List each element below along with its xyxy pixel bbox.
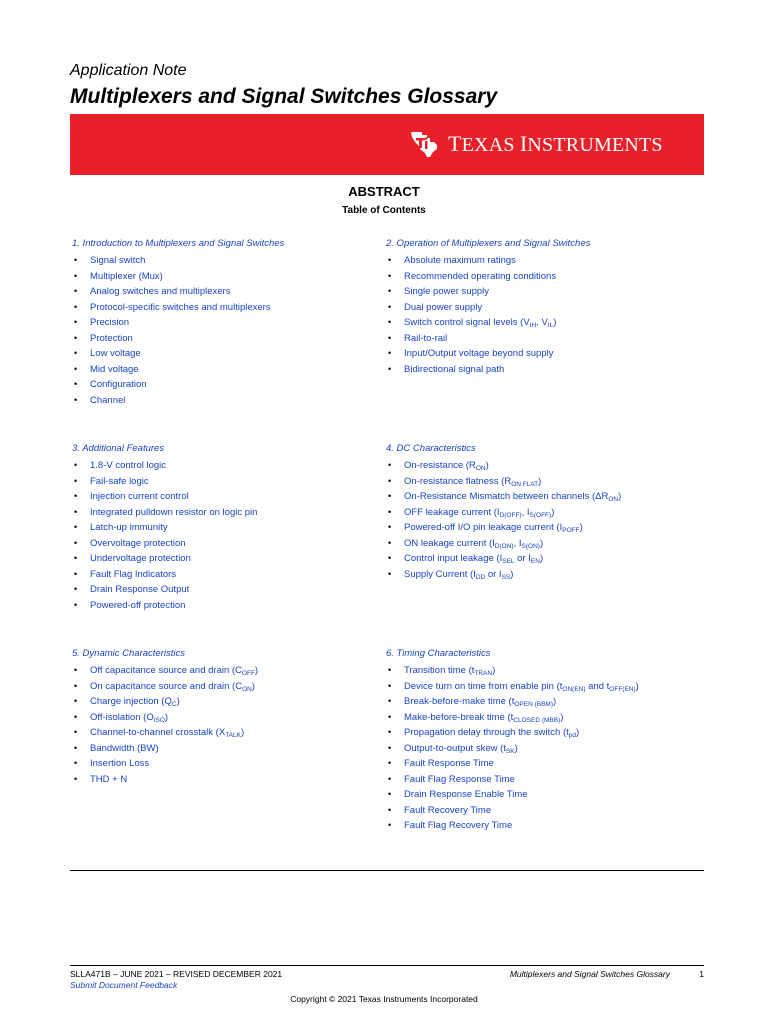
- toc-item[interactable]: [72, 756, 392, 772]
- bullet-icon: •: [388, 491, 392, 501]
- submit-feedback-link[interactable]: Submit Document Feedback: [70, 980, 178, 990]
- toc-item[interactable]: [72, 474, 392, 490]
- toc-item[interactable]: [72, 582, 392, 598]
- texas-instruments-logo-icon: [408, 128, 440, 160]
- bullet-icon: •: [388, 789, 392, 799]
- toc-item-label: Multiplexer (Mux): [90, 270, 163, 282]
- toc-item[interactable]: [386, 536, 706, 552]
- bullet-icon: •: [74, 332, 78, 343]
- toc-item[interactable]: [386, 567, 706, 583]
- bullet-icon: •: [74, 665, 78, 675]
- toc-section-2: [386, 237, 706, 377]
- bullet-icon: •: [74, 727, 78, 737]
- bullet-icon: •: [388, 255, 392, 265]
- toc-section-heading[interactable]: 2. Operation of Multiplexers and Signal Switches: [386, 238, 591, 249]
- bullet-icon: •: [388, 332, 392, 343]
- toc-item[interactable]: [386, 253, 706, 269]
- toc-item[interactable]: [72, 725, 392, 741]
- toc-list: [386, 253, 706, 377]
- toc-item[interactable]: [72, 598, 392, 614]
- bullet-icon: •: [388, 773, 392, 784]
- document-type: Application Note: [70, 62, 187, 79]
- toc-item-subscript: SK: [505, 747, 515, 755]
- footer-title: Multiplexers and Signal Switches Glossary: [509, 969, 670, 979]
- toc-item-subscript: OPEN (BBM): [514, 701, 553, 708]
- toc-item[interactable]: [72, 772, 392, 788]
- toc-item-label: Protection: [90, 332, 133, 344]
- toc-item-label: Bandwidth (BW): [90, 742, 159, 754]
- toc-item-label-part: ): [251, 680, 256, 692]
- toc-item-label-part: and t: [585, 680, 610, 692]
- toc-item[interactable]: [72, 505, 392, 521]
- toc-item[interactable]: [72, 458, 392, 474]
- toc-item-label: Rail-to-rail: [404, 332, 448, 344]
- toc-item[interactable]: [72, 663, 392, 679]
- toc-item-label-part: ): [579, 522, 583, 533]
- toc-item-label: Precision: [90, 317, 130, 328]
- toc-item-subscript: IL: [547, 322, 554, 329]
- toc-item[interactable]: [72, 393, 392, 409]
- toc-item-label: OFF leakage current (I: [404, 506, 500, 518]
- toc-item-label-part: ): [560, 711, 564, 723]
- bullet-icon: •: [388, 537, 392, 548]
- toc-item-label: Control input leakage (I: [404, 553, 503, 564]
- bullet-icon: •: [74, 270, 78, 281]
- toc-item[interactable]: [386, 679, 706, 695]
- toc-section-3: [72, 442, 392, 613]
- toc-item-label: Supply Current (I: [404, 568, 476, 580]
- toc-item[interactable]: [72, 284, 392, 300]
- toc-item-label: Fail-safe logic: [90, 475, 149, 487]
- toc-list: [72, 663, 392, 787]
- toc-item[interactable]: [72, 331, 392, 347]
- toc-item-subscript: SEL: [502, 558, 515, 565]
- bullet-icon: •: [388, 475, 392, 486]
- toc-item[interactable]: [386, 787, 706, 803]
- toc-item-subscript: TRAN: [474, 670, 493, 677]
- toc-item[interactable]: [386, 520, 706, 536]
- toc-item-label: Powered-off I/O pin leakage current (I: [404, 522, 563, 533]
- bullet-icon: •: [388, 568, 392, 579]
- abstract-heading: ABSTRACT: [348, 184, 420, 199]
- bullet-icon: •: [388, 301, 392, 312]
- bullet-icon: •: [74, 553, 78, 563]
- toc-item-label-part: ): [492, 665, 496, 676]
- toc-item[interactable]: [72, 551, 392, 567]
- toc-item[interactable]: [72, 346, 392, 362]
- toc-item[interactable]: [72, 362, 392, 378]
- toc-section-heading[interactable]: 1. Introduction to Multiplexers and Signal Switches: [72, 238, 285, 249]
- toc-item-subscript: S(OFF): [529, 511, 552, 519]
- toc-item[interactable]: [72, 300, 392, 316]
- bullet-icon: •: [388, 820, 392, 830]
- toc-item[interactable]: [72, 269, 392, 285]
- bullet-icon: •: [74, 348, 78, 358]
- toc-item-label-part: , I: [513, 537, 522, 549]
- bullet-icon: •: [388, 804, 392, 815]
- bullet-icon: •: [74, 711, 78, 722]
- toc-item-label: Make-before-break time (t: [404, 711, 514, 723]
- bullet-icon: •: [388, 363, 392, 374]
- toc-item[interactable]: [386, 772, 706, 788]
- toc-item-label: Transition time (t: [404, 665, 475, 676]
- toc-item-label-part: ): [485, 460, 489, 471]
- toc-item[interactable]: [72, 253, 392, 269]
- toc-item-label: Overvoltage protection: [90, 537, 186, 549]
- bullet-icon: •: [388, 680, 392, 691]
- toc-item[interactable]: [386, 551, 706, 567]
- toc-item-label: Single power supply: [404, 286, 490, 297]
- bullet-icon: •: [388, 317, 392, 327]
- bullet-icon: •: [74, 696, 78, 706]
- toc-item-subscript: ON FLAT: [511, 480, 539, 488]
- bullet-icon: •: [74, 460, 78, 470]
- toc-item-label: Break-before-make time (t: [404, 696, 515, 707]
- toc-item-label: Off-isolation (O: [90, 711, 154, 723]
- toc-section-1: [72, 237, 392, 408]
- toc-section-heading[interactable]: 6. Timing Characteristics: [386, 648, 491, 659]
- bullet-icon: •: [388, 286, 392, 296]
- toc-list: [72, 458, 392, 613]
- bullet-icon: •: [388, 696, 392, 706]
- toc-item[interactable]: [72, 520, 392, 536]
- bullet-icon: •: [388, 270, 392, 281]
- toc-item-label-part: ): [539, 553, 544, 564]
- toc-item-label-part: ): [254, 665, 259, 676]
- bullet-icon: •: [74, 394, 78, 405]
- toc-list: [386, 458, 706, 582]
- toc-item[interactable]: [386, 725, 706, 741]
- toc-item-subscript: DD: [475, 573, 486, 581]
- toc-item-label-part: ): [551, 506, 555, 518]
- document-title: Multiplexers and Signal Switches Glossary: [70, 85, 498, 108]
- toc-item-label-part: ): [576, 727, 580, 738]
- toc-item-label: Drain Response Output: [90, 584, 190, 595]
- toc-item-subscript: ON: [608, 496, 619, 503]
- bullet-icon: •: [74, 475, 78, 486]
- toc-item-label-part: , I: [521, 506, 530, 518]
- toc-item[interactable]: [72, 741, 392, 757]
- toc-item[interactable]: [72, 679, 392, 695]
- toc-item-subscript: ON: [242, 685, 252, 693]
- toc-item-label: Input/Output voltage beyond supply: [404, 348, 554, 359]
- toc-item[interactable]: [386, 269, 706, 285]
- toc-item-label: Channel: [90, 394, 126, 406]
- toc-item-label: Absolute maximum ratings: [404, 255, 516, 266]
- toc-item-label: Injection current control: [90, 491, 189, 502]
- toc-item[interactable]: [386, 331, 706, 347]
- toc-item-label-part: ): [553, 317, 557, 328]
- toc-item-label: On capacitance source and drain (C: [90, 680, 243, 692]
- toc-item-label-part: ): [164, 711, 169, 723]
- toc-item-label: Device turn on time from enable pin (t: [404, 680, 563, 692]
- toc-section-6: [386, 647, 706, 834]
- bullet-icon: •: [74, 568, 78, 579]
- toc-item-label: Charge injection (Q: [90, 696, 172, 707]
- toc-item[interactable]: [386, 315, 706, 331]
- toc-section-heading[interactable]: 3. Additional Features: [72, 443, 165, 454]
- toc-item[interactable]: [386, 346, 706, 362]
- toc-item[interactable]: [386, 741, 706, 757]
- toc-item-subscript: S(ON): [521, 542, 540, 550]
- toc-item-label-part: ): [538, 475, 542, 487]
- toc-item[interactable]: [386, 694, 706, 710]
- toc-item[interactable]: [386, 300, 706, 316]
- toc-section-heading[interactable]: 5. Dynamic Characteristics: [72, 648, 185, 659]
- toc-item[interactable]: [386, 803, 706, 819]
- toc-item-subscript: SS: [501, 573, 511, 581]
- toc-item-label: Dual power supply: [404, 301, 483, 313]
- toc-item-subscript: OFF(EN): [609, 685, 636, 693]
- toc-list: [72, 253, 392, 408]
- toc-item-subscript: EN: [530, 558, 540, 565]
- toc-item[interactable]: [72, 377, 392, 393]
- toc-item-subscript: TALK: [225, 732, 241, 739]
- toc-item-label: Drain Response Enable Time: [404, 789, 528, 800]
- toc-item-label: Fault Flag Indicators: [90, 568, 177, 580]
- toc-item[interactable]: [72, 536, 392, 552]
- toc-item[interactable]: [72, 710, 392, 726]
- bullet-icon: •: [74, 599, 78, 610]
- bullet-icon: •: [388, 460, 392, 470]
- toc-item-label-part: ): [240, 727, 245, 738]
- bullet-icon: •: [74, 742, 78, 753]
- bullet-icon: •: [74, 506, 78, 517]
- toc-item-subscript: ON(EN): [562, 685, 586, 693]
- bullet-icon: •: [388, 711, 392, 722]
- bullet-icon: •: [388, 522, 392, 532]
- toc-item-subscript: IH: [529, 322, 537, 329]
- toc-list: [386, 663, 706, 834]
- toc-item-label: Integrated pulldown resistor on logic pin: [90, 506, 258, 518]
- toc-item-subscript: OFF: [241, 670, 255, 677]
- toc-item[interactable]: [386, 710, 706, 726]
- bullet-icon: •: [388, 553, 392, 563]
- toc-item-subscript: D(ON): [494, 542, 514, 550]
- toc-item-subscript: pd: [568, 732, 576, 739]
- toc-item-label: On-resistance (R: [404, 460, 476, 471]
- toc-item-label: Fault Recovery Time: [404, 804, 492, 816]
- toc-item-label: Fault Response Time: [404, 758, 494, 769]
- bullet-icon: •: [74, 773, 78, 784]
- toc-item[interactable]: [72, 694, 392, 710]
- bullet-icon: •: [74, 522, 78, 532]
- toc-item-label: On-resistance flatness (R: [404, 475, 512, 487]
- bullet-icon: •: [388, 665, 392, 675]
- bullet-icon: •: [74, 758, 78, 768]
- bullet-icon: •: [74, 286, 78, 296]
- bullet-icon: •: [388, 348, 392, 358]
- bullet-icon: •: [388, 758, 392, 768]
- toc-item-label: Recommended operating conditions: [404, 270, 557, 282]
- toc-section-4: [386, 442, 706, 582]
- bullet-icon: •: [74, 379, 78, 389]
- toc-item-subscript: ISO: [153, 716, 165, 724]
- toc-item-label-part: or I: [485, 568, 502, 580]
- toc-item-subscript: CLOSED (MBB): [513, 716, 561, 724]
- toc-item[interactable]: [386, 284, 706, 300]
- bullet-icon: •: [74, 584, 78, 594]
- toc-title: Table of Contents: [342, 205, 426, 216]
- toc-item-label: Analog switches and multiplexers: [90, 286, 231, 297]
- toc-item-label: Latch-up immunity: [90, 522, 168, 533]
- toc-item-label-part: , V: [536, 317, 548, 328]
- toc-item-label: Signal switch: [90, 255, 146, 266]
- toc-section-5: [72, 647, 392, 787]
- toc-item[interactable]: [386, 505, 706, 521]
- toc-item-label: Channel-to-channel crosstalk (X: [90, 727, 226, 738]
- toc-item[interactable]: [386, 474, 706, 490]
- toc-item-label: Off capacitance source and drain (C: [90, 665, 242, 676]
- toc-item-label: Bidirectional signal path: [404, 363, 505, 375]
- bullet-icon: •: [74, 255, 78, 265]
- toc-item-label: Output-to-output skew (t: [404, 742, 506, 754]
- toc-item-label-part: ): [176, 696, 180, 707]
- bullet-icon: •: [74, 491, 78, 501]
- bullet-icon: •: [74, 363, 78, 374]
- bullet-icon: •: [74, 680, 78, 691]
- toc-item[interactable]: [386, 489, 706, 505]
- toc-item-label: On-Resistance Mismatch between channels (ΔR: [404, 491, 609, 502]
- content-divider: [70, 870, 704, 871]
- toc-item-label: Protocol-specific switches and multiplexers: [90, 301, 271, 313]
- toc-item-label-part: ): [618, 491, 622, 502]
- toc-item-label: Powered-off protection: [90, 599, 186, 611]
- toc-item-label-part: ): [635, 680, 639, 692]
- toc-item-label: Configuration: [90, 379, 147, 390]
- toc-item-label: ON leakage current (I: [404, 537, 495, 549]
- bullet-icon: •: [388, 506, 392, 517]
- toc-item-label: Insertion Loss: [90, 758, 150, 769]
- toc-item-subscript: ON: [475, 465, 486, 472]
- toc-section-heading[interactable]: 4. DC Characteristics: [386, 443, 476, 454]
- toc-item-label: 1.8-V control logic: [90, 460, 167, 471]
- page-number: 1: [699, 969, 704, 979]
- toc-item-label-part: ): [510, 568, 514, 580]
- brand-name: TEXAS INSTRUMENTS: [448, 131, 663, 156]
- bullet-icon: •: [74, 537, 78, 548]
- toc-item-label-part: ): [539, 537, 544, 549]
- bullet-icon: •: [388, 727, 392, 737]
- document-id: SLLA471B – JUNE 2021 – REVISED DECEMBER 2021: [70, 969, 283, 979]
- toc-item-label-part: or I: [514, 553, 531, 564]
- toc-item-label: Switch control signal levels (V: [404, 317, 530, 328]
- bullet-icon: •: [74, 301, 78, 312]
- toc-item-label-part: ): [514, 742, 518, 754]
- toc-item-subscript: POFF: [562, 527, 580, 534]
- toc-item-label: Fault Flag Response Time: [404, 773, 515, 785]
- bullet-icon: •: [74, 317, 78, 327]
- toc-item-subscript: D(OFF): [499, 511, 522, 519]
- toc-item[interactable]: [386, 663, 706, 679]
- toc-item[interactable]: [386, 756, 706, 772]
- toc-item-label: Propagation delay through the switch (t: [404, 727, 569, 738]
- bullet-icon: •: [388, 742, 392, 753]
- toc-item-label: Undervoltage protection: [90, 553, 191, 564]
- toc-item[interactable]: [386, 458, 706, 474]
- footer-divider: [70, 965, 704, 966]
- toc-item[interactable]: [72, 489, 392, 505]
- toc-item-label: Fault Flag Recovery Time: [404, 820, 513, 831]
- toc-item[interactable]: [72, 567, 392, 583]
- toc-item-label-part: ): [553, 696, 557, 707]
- toc-item[interactable]: [386, 818, 706, 834]
- toc-item-label: Mid voltage: [90, 363, 139, 375]
- toc-item-label: Low voltage: [90, 348, 141, 359]
- texas-instruments-logo: [408, 128, 663, 160]
- toc-item[interactable]: [386, 362, 706, 378]
- copyright-notice: Copyright © 2021 Texas Instruments Incorporated: [290, 994, 478, 1004]
- toc-item-label: THD + N: [90, 773, 128, 785]
- toc-item[interactable]: [72, 315, 392, 331]
- toc-item-subscript: C: [171, 701, 177, 708]
